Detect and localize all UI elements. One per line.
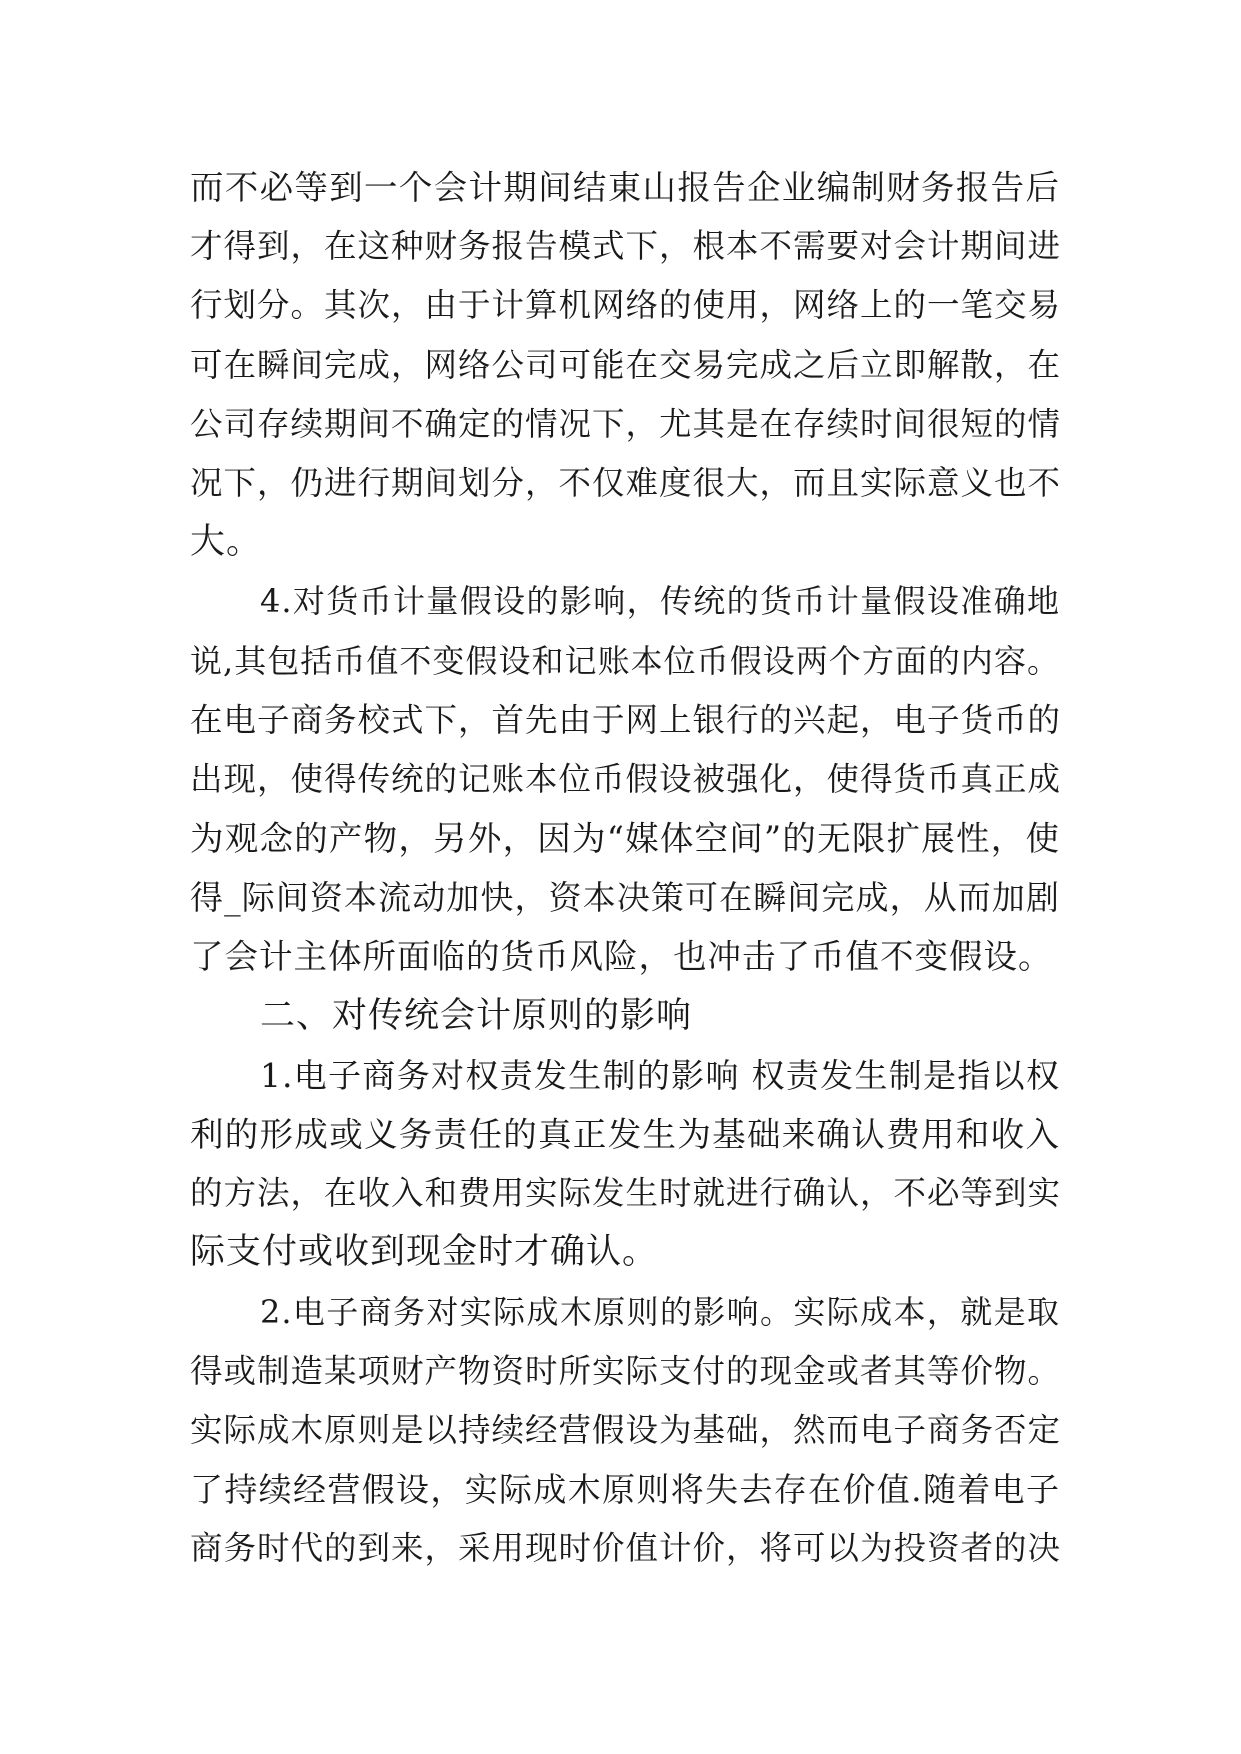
text-line: 2.电子商务对实际成木原则的影响。实际成本，就是取: [260, 1292, 1060, 1331]
text-line: 得或制造某项财产物资时所实际支付的现金或者其等价物。: [190, 1351, 1062, 1390]
text-line: 而不必等到一个会计期间结東山报告企业编制财务报告后: [190, 168, 1060, 207]
text-line: 际支付或收到现金时才确认。: [190, 1232, 659, 1273]
text-line: 4.对货币计量假设的影响，传统的货币计量假设准确地: [260, 582, 1060, 621]
text-line: 行划分。其次，由于计算机网络的使用，网络上的一笔交易: [190, 286, 1062, 325]
text-line: 况下，仍进行期间划分，不仅难度很大，而且实际意义也不: [190, 463, 1062, 502]
text-line: 得_际间资本流动加快，资本决策可在瞬间完成，从而加剧: [190, 878, 1060, 918]
text-line: 利的形成或义务责任的真正发生为基础来确认费用和收入: [190, 1115, 1060, 1154]
text-line: 1.电子商务对权责发生制的影响 权责发生制是指以权: [260, 1055, 1060, 1095]
document-body: [190, 158, 1060, 1579]
text-line: 商务时代的到来，采用现时价值计价，将可以为投资者的决: [190, 1529, 1062, 1568]
text-line: 大。: [190, 522, 263, 563]
text-line: 了持续经营假设，实际成木原则将失去存在价值.随着电子: [190, 1470, 1060, 1510]
text-line: 了会计主体所面临的货币风险，也冲击了币值不变假设。: [190, 937, 1053, 977]
text-line: 在电子商务校式下，首先由于网上银行的兴起，电子货币的: [190, 700, 1062, 739]
text-line: 的方法，在收入和费用实际发生时就进行确认，不必等到实: [190, 1174, 1062, 1213]
text-line: 实际成木原则是以持续经营假设为基础，然而电子商务否定: [190, 1410, 1062, 1449]
text-line: 出现，使得传统的记账本位币假设被强化，使得货币真正成: [190, 759, 1062, 798]
text-line: 公司存续期间不确定的情况下，尤其是在存续时间很短的情: [190, 404, 1062, 443]
text-line: 为观念的产物，另外，因为“媒体空间”的无限扩展性，使: [190, 819, 1060, 859]
section-heading: 二、对传统会计原则的影响: [260, 995, 693, 1036]
text-line: 可在瞬间完成，网络公司可能在交易完成之后立即解散，在: [190, 345, 1062, 384]
text-line: 才得到，在这种财务报告模式下，根本不需要对会计期间进: [190, 227, 1062, 266]
text-line: 说,其包括币值不变假设和记账本位币假设两个方面的内容。: [190, 641, 1060, 680]
